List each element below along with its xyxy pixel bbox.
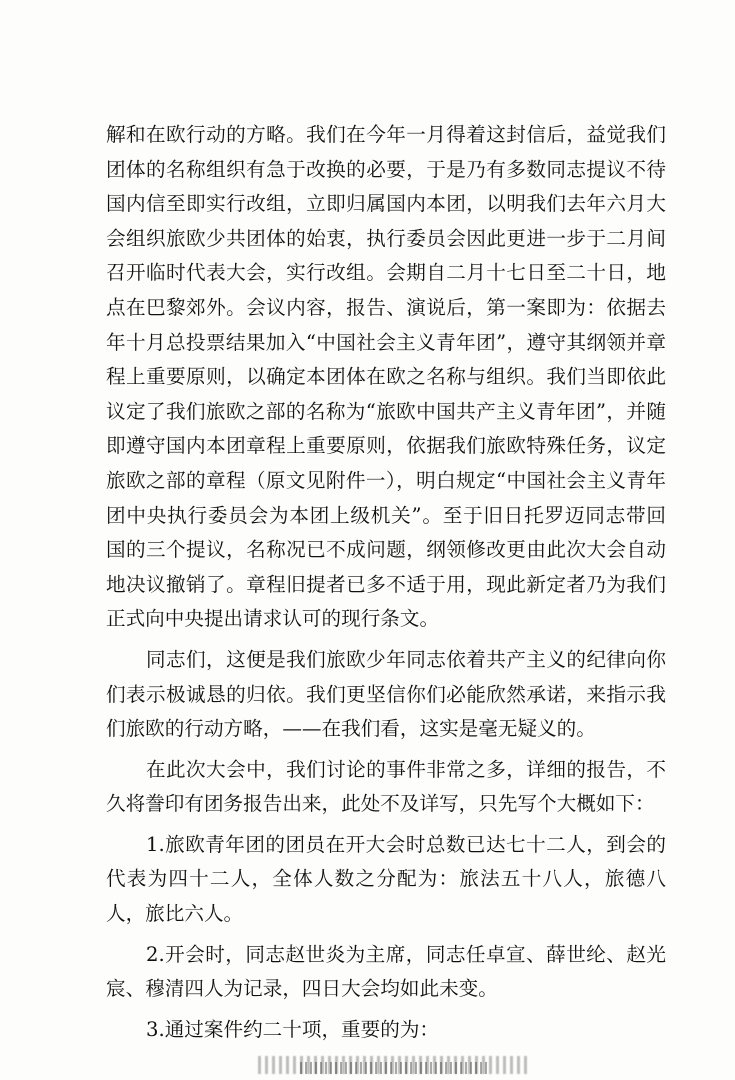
list-item-chair (106, 938, 666, 1007)
text-line: 会组织旅欧少共团体的始衷，执行委员会因此更进一步于二月间 (106, 226, 666, 250)
text-line: 宸、穆清四人为记录，四日大会均如此未变。 (106, 977, 498, 1001)
text-line: 3.通过案件约二十项，重要的为： (146, 1017, 440, 1041)
text-line: 们旅欧的行动方略，——在我们看，这实是毫无疑义的。 (106, 717, 596, 741)
document-body (106, 118, 666, 1047)
text-line: 即遵守国内本团章程上重要原则，依据我们旅欧特殊任务，议定 (106, 434, 666, 458)
list-item-members (106, 828, 666, 932)
text-line: 在此次大会中，我们讨论的事件非常之多，详细的报告，不 (146, 757, 666, 781)
text-line: 年十月总投票结果加入“中国社会主义青年团”，遵守其纲领并章 (106, 330, 666, 354)
text-line: 团体的名称组织有急于改换的必要，于是乃有多数同志提议不待 (106, 157, 666, 181)
text-line: 国的三个提议，名称况已不成问题，纲领修改更由此次大会自动 (106, 538, 666, 562)
text-line: 地决议撤销了。章程旧提者已多不适于用，现此新定者乃为我们 (106, 572, 666, 596)
text-line: 久将誊印有团务报告出来，此处不及详写，只先写个大概如下： (106, 792, 655, 816)
text-line: 们表示极诚恳的归依。我们更坚信你们必能欣然承诺，来指示我 (106, 682, 666, 706)
paragraph-continuation (106, 118, 666, 637)
text-line: 代表为四十二人，全体人数之分配为：旅法五十八人，旅德八 (106, 867, 666, 891)
scan-smudge (300, 1062, 490, 1074)
text-line: 议定了我们旅欧之部的名称为“旅欧中国共产主义青年团”，并随 (106, 399, 666, 423)
text-line: 人，旅比六人。 (106, 902, 244, 926)
text-line: 2.开会时，同志赵世炎为主席，同志任卓宣、薛世纶、赵光 (146, 942, 666, 966)
text-line: 团中央执行委员会为本团上级机关”。至于旧日托罗迈同志带回 (106, 503, 666, 527)
text-line: 旅欧之部的章程（原文见附件一），明白规定“中国社会主义青年 (106, 468, 666, 492)
text-line: 程上重要原则，以确定本团体在欧之名称与组织。我们当即依此 (106, 365, 666, 389)
list-item-resolutions (106, 1013, 666, 1048)
text-line: 点在巴黎郊外。会议内容，报告、演说后，第一案即为：依据去 (106, 295, 666, 319)
text-line: 召开临时代表大会，实行改组。会期自二月十七日至二十日，地 (106, 261, 666, 285)
text-line: 解和在欧行动的方略。我们在今年一月得着这封信后，益觉我们 (106, 123, 666, 146)
text-line: 正式向中央提出请求认可的现行条文。 (106, 607, 440, 631)
text-line: 国内信至即实行改组，立即归属国内本团，以明我们去年六月大 (106, 192, 666, 216)
paragraph-congress-summary (106, 753, 666, 822)
text-line: 1.旅欧青年团的团员在开大会时总数已达七十二人，到会的 (146, 832, 666, 856)
paragraph-allegiance (106, 643, 666, 747)
text-line: 同志们，这便是我们旅欧少年同志依着共产主义的纪律向你 (146, 647, 666, 671)
